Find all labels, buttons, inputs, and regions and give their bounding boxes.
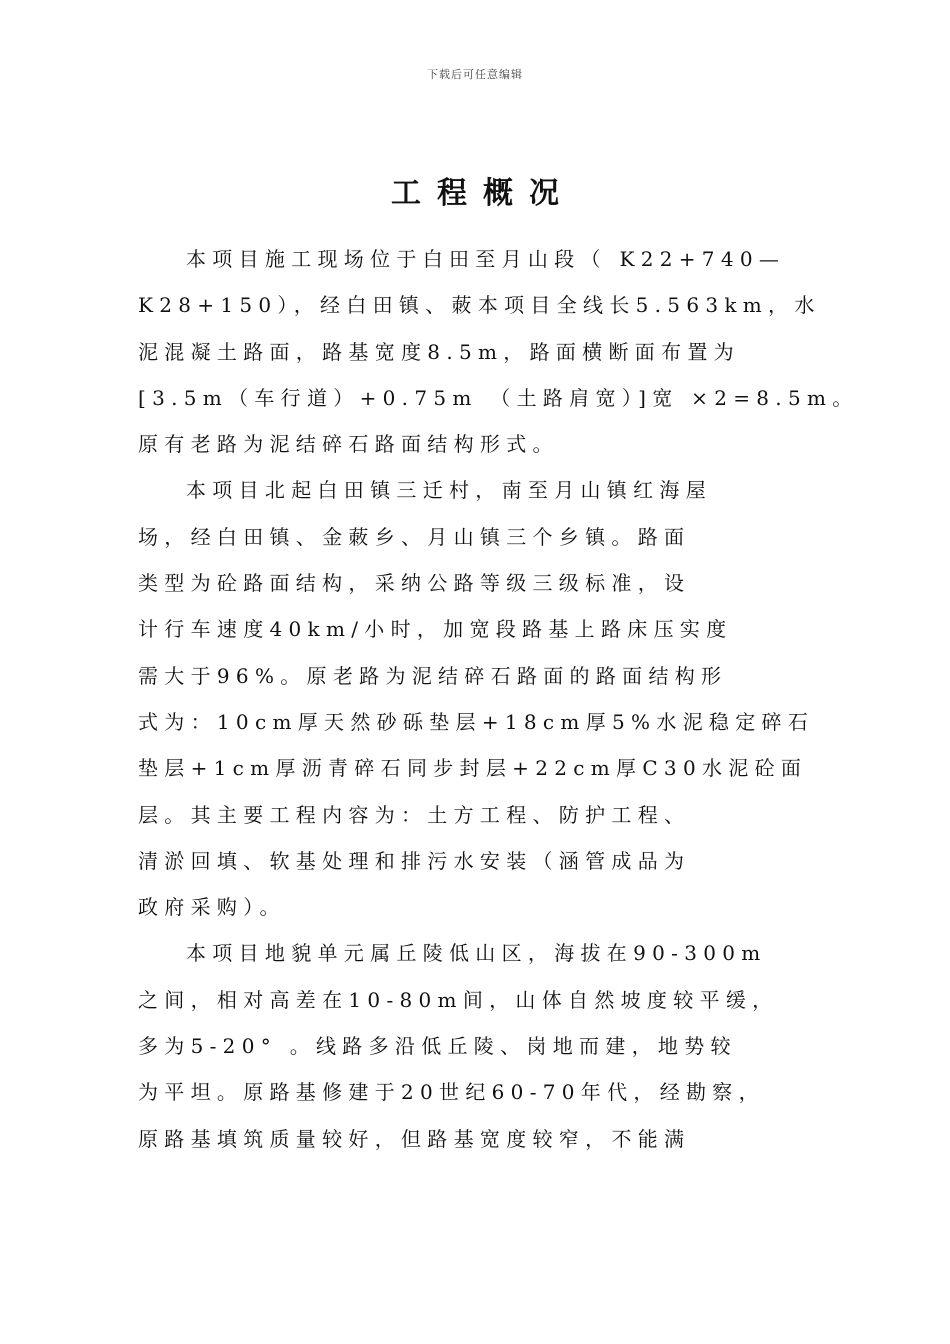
- text-line: 场，经白田镇、金蓛乡、月山镇三个乡镇。路面: [138, 524, 691, 549]
- text-line: 本项目北起白田镇三迁村，南至月山镇红海屋: [186, 478, 712, 503]
- body-text: [138, 236, 859, 1162]
- text-line: 垫层+1cm厚沥青碎石同步封层+22cm厚C30水泥砼面: [138, 756, 808, 781]
- text-line: 清淤回填、软基处理和排污水安装（涵管成品为: [138, 848, 691, 873]
- text-line: 原有老路为泥结碎石路面结构形式。: [138, 432, 559, 457]
- text-line: 需大于96%。原老路为泥结碎石路面的路面结构形: [138, 663, 728, 688]
- text-line: 本项目施工现场位于白田至月山段（ K22+740—: [186, 247, 786, 271]
- text-line: 之间，相对高差在10-80m间，山体自然坡度较平缓，: [138, 987, 779, 1012]
- header-note: 下载后可任意编辑: [427, 68, 523, 81]
- text-line: 政府采购）。: [138, 895, 286, 920]
- text-line: 式为：10cm厚天然砂砾垫层+18cm厚5%水泥稳定碎石: [138, 709, 815, 734]
- text-line: 原路基填筑质量较好，但路基宽度较窄，不能满: [138, 1126, 691, 1151]
- text-line: 为平坦。原路基修建于20世纪60-70年代，经勘察，: [138, 1080, 765, 1105]
- text-line: [3.5m（车行道）+0.75m （土路肩宽）]宽 ×2=8.5m。: [138, 385, 859, 410]
- text-line: 层。其主要工程内容为：土方工程、防护工程、: [138, 802, 691, 827]
- text-line: 类型为砼路面结构，采纳公路等级三级标准，设: [138, 571, 691, 596]
- text-line: 计行车速度40km/小时，加宽段路基上路床压实度: [138, 617, 733, 642]
- page-title: 工程概况: [391, 176, 575, 211]
- text-line: K28+150），经白田镇、蓛本项目全线长5.563km，水: [138, 293, 821, 318]
- text-line: 本项目地貌单元属丘陵低山区，海拔在90-300m: [186, 941, 767, 966]
- text-line: 泥混凝土路面，路基宽度8.5m，路面横断面布置为: [138, 339, 740, 364]
- text-line: 多为5-20° 。线路多沿低丘陵、岗地而建，地势较: [138, 1034, 737, 1059]
